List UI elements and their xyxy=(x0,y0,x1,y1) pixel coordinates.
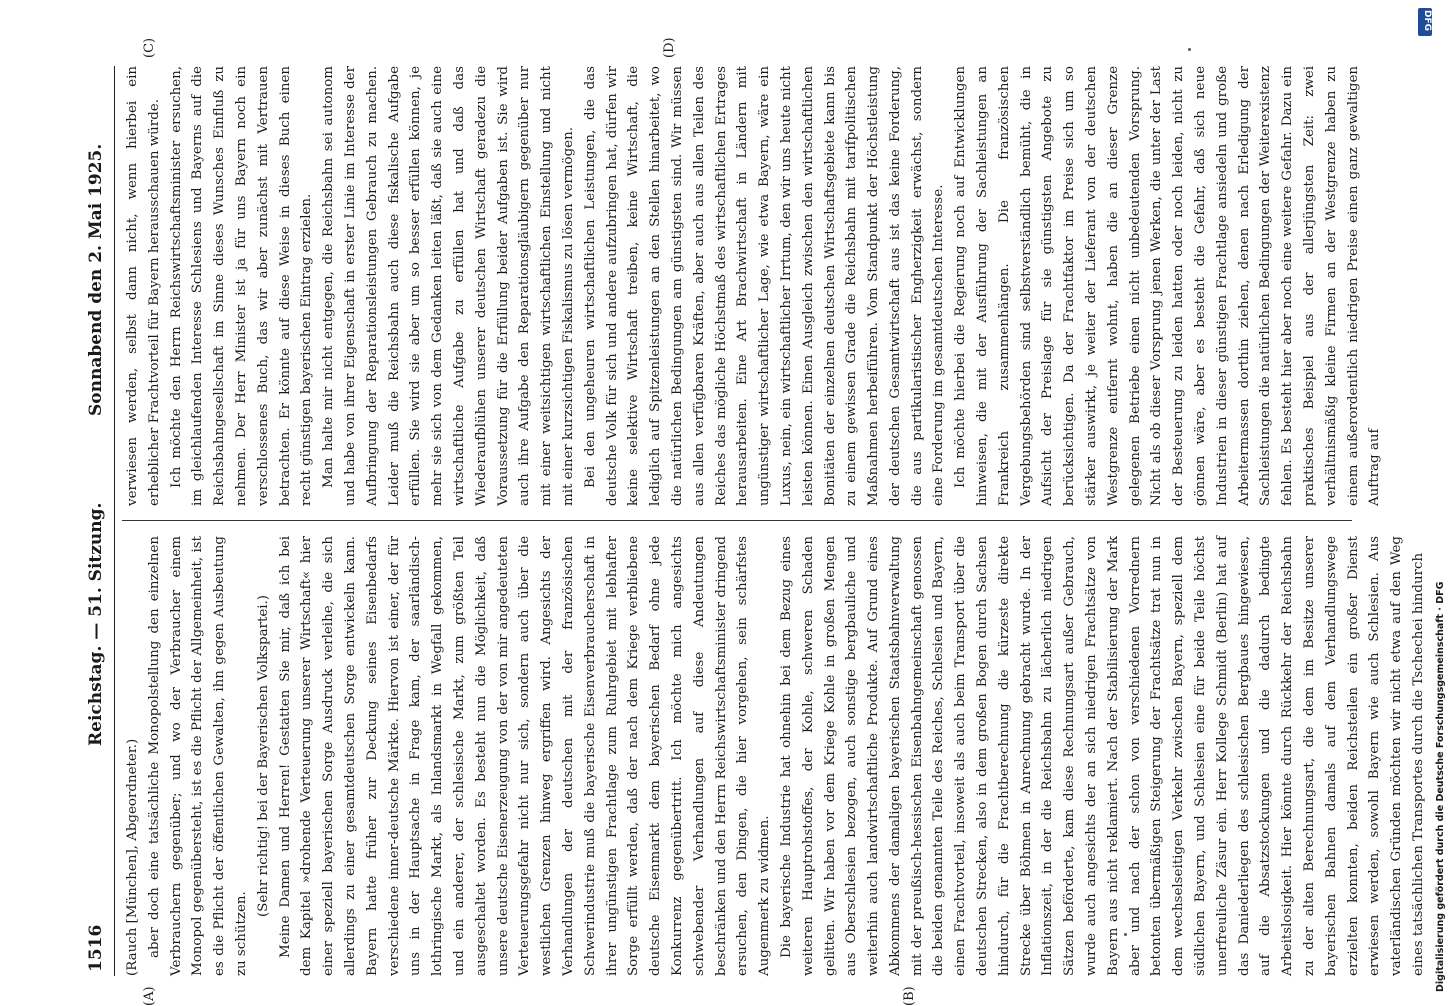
scan-speck xyxy=(1124,933,1127,936)
rotated-document-page xyxy=(82,37,1427,1006)
dfg-logo-text: DFG xyxy=(1422,10,1432,32)
page-number: 1516 xyxy=(86,924,106,972)
right-column-paragraph: Ich möchte hierbei die Regierung noch auf Entwicklungen hinweisen, die mit der Ausführung der Sachleistungen an Frankreich zusammenhängen. Die französischen Vergebungsbehörden sind selbstverständlich bemüht, die in Aufsicht der Preislage für sie günstigsten Angebote zu berücksichtigen. Da der Frachtfaktor im Preise sich um so stärker auswirkt, je weiter der Lieferant von der deutschen Westgrenze entfernt wohnt, haben die an dieser Grenze gelegenen Betriebe einen nicht unbedeutenden Vorsprung. Nicht als ob dieser Vorsprung jenen Werken, die unter der Last der Besteuerung zu leiden hatten oder noch leiden, nicht zu gönnen wäre, aber es besteht die Gefahr, daß sich neue Industrien in dieser günstigen Frachtlage ansiedeln und große Arbeitermassen dorthin ziehen, denen nach Erledigung der Sachleistungen die natürlichen Bedingungen der Weiterexistenz fehlen. Es besteht hier aber noch eine weitere Gefahr. Dazu ein praktisches Beispiel aus der allerjüngsten Zeit: zwei verhältnismäßig kleine Firmen an der Westgrenze haben zu einem außerordentlich niedrigen Preise einen ganz gewaltigen Auftrag auf xyxy=(953,66,1383,506)
right-column-paragraph: Man halte mir nicht entgegen, die Reichsbahn sei autonom und habe von ihrer Eigenschaft in erster Linie im Interesse der Aufbringung der Reparationsleistungen Gebrauch zu machen. Leider muß die Reichsbahn auch diese fiskalische Aufgabe erfüllen. Sie wird sie aber um so besser erfüllen können, je mehr sie sich von dem Gedanken leiten läßt, daß sie auch eine wirtschaftliche Aufgabe zu erfüllen hat und daß das Wiederaufblühen unserer deutschen Wirtschaft geradezu die Voraussetzung für die Erfüllung beider Aufgaben ist. Sie wird auch ihre Aufgabe den Reparationsgläubigern gegenüber nur mit einer weitsichtigen wirtschaftlichen Einstellung und nicht mit einer kurzsichtigen Fiskalismus zu lösen vermögen. xyxy=(321,66,576,506)
left-column-paragraph: Die bayerische Industrie hat ohnehin bei dem Bezug eines weiteren Hauptrohstoffes, der Kohle, schweren Schaden gelitten. Wir haben vor dem Kriege Kohle in großen Mengen aus Oberschlesien bezogen, auch sonstige bergbauliche und weiterhin auch landwirtschaftliche Produkte. Auf Grund eines Abkommens der damaligen bayerischen Staatsbahnverwaltung mit der preußisch-hessischen Eisenbahngemeinschaft genossen die beiden genannten Teile des Reiches, Schlesien und Bayern, einen Frachtvorteil, insoweit als auch beim Transport über die deutschen Strecken, also in dem großen Bogen durch Sachsen hindurch, für die Frachtberechnung die kürzeste direkte Strecke über Böhmen in Anrechnung gebracht wurde. In der Inflationszeit, in der die Reichsbahn zu lächerlich niedrigen Sätzen beförderte, kam diese Rechnungsart außer Gebrauch, wurde auch angesichts der an sich niedrigen Frachtsätze von Bayern aus nicht reklamiert. Nach der Stabilisierung der Mark aber und nach der schon von verschiedenen Vorrednern betonten übermäßigen Steigerung der Frachtsätze trat nun in dem wechselseitigen Verkehr zwischen Bayern, speziell dem südlichen Bayern, und Schlesien eine für beide Teile höchst unerfreuliche Zäsur ein. Herr Kollege Schmidt (Berlin) hat auf das Daniederliegen des schlesischen Bergbaues hingewiesen, auf die Absatzstockungen und die dadurch bedingte Arbeitslosigkeit. Hier könnte durch Rückkehr der Reichsbahn zu der alten Berechnungsart, die dem im Besitze unserer bayerischen Bahnen damals auf dem Verhandlungswege erzielten konnten, beiden Reichsteilen ein großer Dienst erwiesen werden, sowohl Bayern wie auch Schlesien. Aus vaterländischen Gründen möchten wir nicht etwa auf den Weg eines tatsächlichen Transportes durch die Tschechei hindurch xyxy=(778,536,1427,976)
right-column xyxy=(122,66,1383,506)
left-column-paragraph: Meine Damen und Herren! Gestatten Sie mir, daß ich bei dem Kapitel »drohende Verteuerung unserer Wirtschaft« hier einer speziell bayerischen Sorge Ausdruck verleihe, die sich allerdings zu einer gesamtdeutschen Sorge entwickeln kann. Bayern hatte früher zur Deckung seines Eisenbedarfs verschiedene inner-deutsche Märkte. Hiervon ist einer, der für uns in der Hauptsache in Frage kam, der saarländisch-lothringische Markt, als Inlandsmarkt in Wegfall gekommen, und ein anderer, der schlesische Markt, zum größten Teil ausgeschaltet worden. Es besteht nun die Möglichkeit, daß unsere deutsche Eisenerzeugung von der von mir angedeuteten Verteuerungsgefahr nicht nur sich, sondern auch über die westlichen Grenzen hinweg ergriffen wird. Angesichts der Verhandlungen der deutschen mit der französischen Schwerindustrie muß die bayerische Eisenverbraucherschaft in ihrer ungünstigen Frachtlage zum Ruhrgebiet mit lebhafter Sorge erfüllt werden, daß der nach dem Kriege verbliebene deutsche Eisenmarkt dem bayerischen Bedarf ohne jede Konkurrenz gegenübertritt. Ich möchte mich angesichts schwebender Verhandlungen auf diese Andeutungen beschränken und den Herrn Reichswirtschaftsminister dringend ersuchen, den Dingen, die hier vorgehen, sein schärfstes Augenmerk zu widmen. xyxy=(277,536,773,976)
column-divider xyxy=(122,520,1352,521)
page-header xyxy=(82,66,114,976)
digitization-note xyxy=(1418,10,1446,992)
digitization-note-text: Digitalisierung gefördert durch die Deutsche Forschungsgemeinschaft · DFG xyxy=(1435,581,1446,992)
right-column-paragraph: Bei den ungeheuren wirtschaftlichen Leistungen, die das deutsche Volk für sich und andere aufzubringen hat, dürfen wir keine selektive Wirtschaft treiben, keine Wirtschaft, die lediglich auf Spitzenleistungen an den Stellen hinarbeitet, wo die natürlichen Bedingungen am günstigsten sind. Wir müssen aus allen verfügbaren Kräften, aber auch aus allen Teilen des Reiches das mögliche Höchstmaß des wirtschaftlichen Ertrages herausarbeiten. Eine Art Brachwirtschaft in Ländern mit ungünstiger wirtschaftlicher Lage, wie etwa Bayern, wäre ein Luxus, nein, ein wirtschaftlicher Irrtum, den wir uns heute nicht leisten können. Einen Ausgleich zwischen den wirtschaftlichen Bonitäten der einzelnen deutschen Wirtschaftsgebiete kann bis zu einem gewissen Grade die Reichsbahn mit tarifpolitischen Maßnahmen herbeiführen. Vom Standpunkt der Höchstleistung der deutschen Gesamtwirtschaft aus ist das keine Forderung, die aus partikularistischer Engherzigkeit erwächst, sondern eine Forderung im gesamtdeutschen Interesse. xyxy=(582,66,947,506)
scan-speck xyxy=(1188,48,1191,51)
margin-marker-d: (D) xyxy=(662,37,677,58)
session-title: Reichstag. — 51. Sitzung. xyxy=(86,502,106,746)
left-column-paragraph: (Rauch [München], Abgeordneter.) xyxy=(125,738,140,976)
right-column-paragraph: Ich möchte den Herrn Reichswirtschaftsminister ersuchen, im gleichlaufenden Interesse Schlesiens und Bayerns auf die Reichsbahngesellschaft im Sinne dieses Wunsches Einfluß zu nehmen. Der Herr Minister ist ja für uns Bayern noch ein verschlossenes Buch, das wir aber zunächst mit Vertrauen betrachten. Er könnte auf diese Weise in dieses Buch einen recht günstigen bayerischen Eintrag erzielen. xyxy=(168,66,315,506)
margin-marker-c: (C) xyxy=(142,37,157,58)
header-rule xyxy=(114,66,115,976)
left-column-paragraph: aber doch eine tatsächliche Monopolstellung den einzelnen Verbrauchern gegenüber; und wo der Verbraucher einem Monopol gegenübersteht, ist es die Pflicht der Allgemeinheit, ist es die Pflicht der öffentlichen Gewalten, ihn gegen Ausbeutung zu schützen. xyxy=(146,536,249,976)
margin-marker-a: (A) xyxy=(142,986,157,1006)
left-column-paragraph: (Sehr richtig! bei der Bayerischen Volkspartei.) xyxy=(255,594,271,918)
margin-marker-b: (B) xyxy=(902,986,917,1006)
session-date: Sonnabend den 2. Mai 1925. xyxy=(86,143,106,416)
right-column-paragraph: verwiesen werden, selbst dann nicht, wenn hierbei ein erheblicher Frachtvorteil für Bayern herausschauen würde. xyxy=(125,66,162,506)
left-column xyxy=(122,536,1427,976)
